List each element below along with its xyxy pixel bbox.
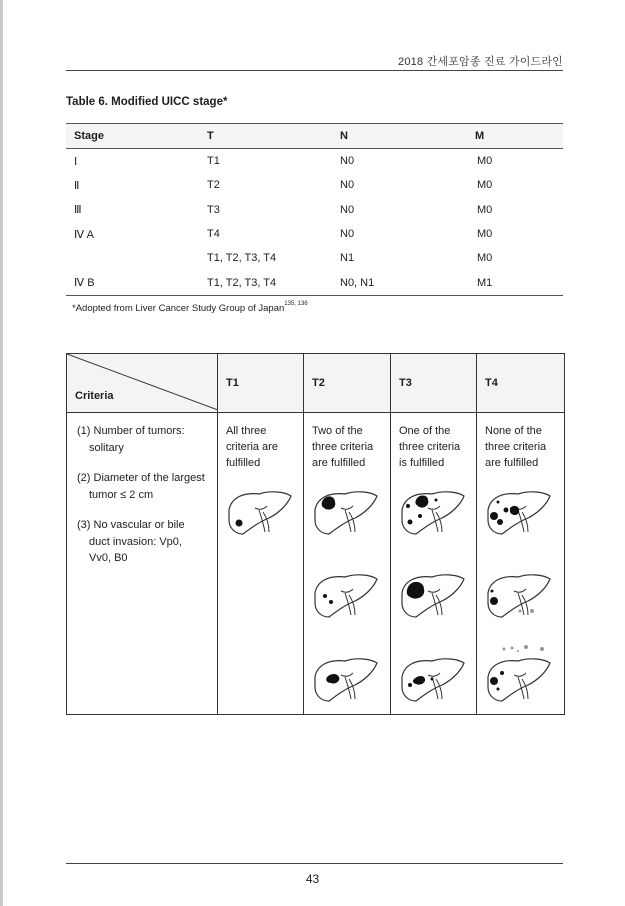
running-header: 2018 간세포암종 진료 가이드라인 — [398, 56, 563, 68]
col-header-n: N — [332, 124, 465, 149]
criterion-text: duct invasion: Vp0, — [89, 535, 182, 548]
criterion-invasion — [77, 517, 213, 567]
criteria-table — [66, 353, 565, 715]
criterion-text: (1) Number of tumors: — [77, 425, 185, 437]
footnote-text: *Adopted from Liver Cancer Study Group of Japan — [72, 303, 285, 314]
liver-diagram-icon — [484, 643, 554, 705]
cell-stage: Ⅰ — [74, 155, 78, 168]
t1-description: All three criteria are fulfilled — [226, 425, 278, 469]
liver-diagram-icon — [484, 571, 554, 621]
cell-n: N0 — [340, 155, 355, 168]
liver-diagram-icon — [311, 655, 381, 705]
cell-m: M0 — [477, 228, 493, 241]
criterion-diameter — [77, 470, 213, 503]
cell-t: T4 — [207, 228, 220, 241]
col-header-t1: T1 — [218, 354, 304, 413]
cell-stage: Ⅲ — [74, 204, 82, 217]
liver-diagram-icon — [398, 488, 468, 538]
criterion-text: solitary — [89, 441, 124, 454]
liver-diagram-icon — [398, 571, 468, 621]
col-header-t2: T2 — [304, 354, 391, 413]
criteria-header-row — [67, 354, 565, 413]
criteria-corner-cell — [67, 354, 218, 413]
col-header-t: T — [199, 124, 332, 149]
cell-stage: Ⅱ — [74, 179, 80, 192]
footer-rule — [66, 863, 563, 864]
criterion-text: tumor ≤ 2 cm — [89, 488, 154, 501]
col-header-t3: T3 — [391, 354, 477, 413]
cell-n: N0 — [340, 179, 355, 192]
cell-n: N0, N1 — [332, 270, 465, 295]
col-header-m: M — [465, 124, 563, 149]
table-footnote — [72, 301, 308, 314]
col-header-t4: T4 — [477, 354, 565, 413]
cell-m: M0 — [477, 155, 493, 168]
t3-cell — [391, 413, 477, 715]
table-row — [66, 246, 563, 270]
liver-diagram-icon — [311, 488, 381, 538]
liver-diagram-icon — [225, 488, 295, 538]
criteria-body-row — [67, 413, 565, 715]
stage-table-header — [66, 124, 563, 149]
header-rule — [66, 70, 563, 71]
criteria-list — [67, 413, 218, 715]
criterion-number — [77, 423, 213, 456]
page-edge — [0, 0, 3, 906]
table-row — [66, 270, 563, 295]
cell-stage — [66, 246, 199, 270]
t3-description: One of the three criteria is fulfilled — [399, 425, 461, 469]
cell-m: M0 — [477, 203, 493, 216]
cell-m: M1 — [465, 270, 563, 295]
page-number: 43 — [305, 872, 320, 886]
cell-n: N0 — [340, 228, 355, 241]
table-row — [66, 149, 563, 174]
t1-cell — [218, 413, 304, 715]
cell-stage: Ⅳ A — [74, 228, 94, 241]
t2-cell — [304, 413, 391, 715]
table-row — [66, 198, 563, 222]
t4-description: None of the three criteria are fulfilled — [485, 425, 547, 469]
liver-diagram-icon — [311, 571, 381, 621]
cell-t: T1 — [207, 155, 220, 168]
t4-cell — [477, 413, 565, 715]
cell-m: M0 — [477, 179, 493, 192]
cell-t: T3 — [207, 203, 220, 216]
criterion-text: Vv0, B0 — [89, 552, 128, 564]
table-row — [66, 173, 563, 197]
stage-table — [66, 123, 563, 296]
footnote-refs: 135, 136 — [284, 301, 308, 307]
cell-t: T1, T2, T3, T4 — [199, 270, 332, 295]
liver-diagram-icon — [484, 488, 554, 538]
cell-n: N1 — [340, 252, 355, 265]
liver-diagram-icon — [398, 655, 468, 705]
table-row — [66, 222, 563, 246]
cell-stage: Ⅳ B — [66, 270, 199, 295]
criterion-text: (3) No vascular or bile — [77, 519, 185, 531]
criterion-text: (2) Diameter of the largest — [77, 472, 205, 484]
cell-n: N0 — [340, 203, 355, 216]
cell-m: M0 — [477, 252, 493, 265]
cell-t: T1, T2, T3, T4 — [207, 252, 277, 265]
t2-description: Two of the three criteria are fulfilled — [312, 425, 374, 469]
table-caption: Table 6. Modified UICC stage* — [66, 96, 228, 108]
cell-t: T2 — [207, 179, 220, 192]
col-header-stage: Stage — [66, 124, 199, 149]
criteria-corner-label: Criteria — [75, 390, 114, 402]
